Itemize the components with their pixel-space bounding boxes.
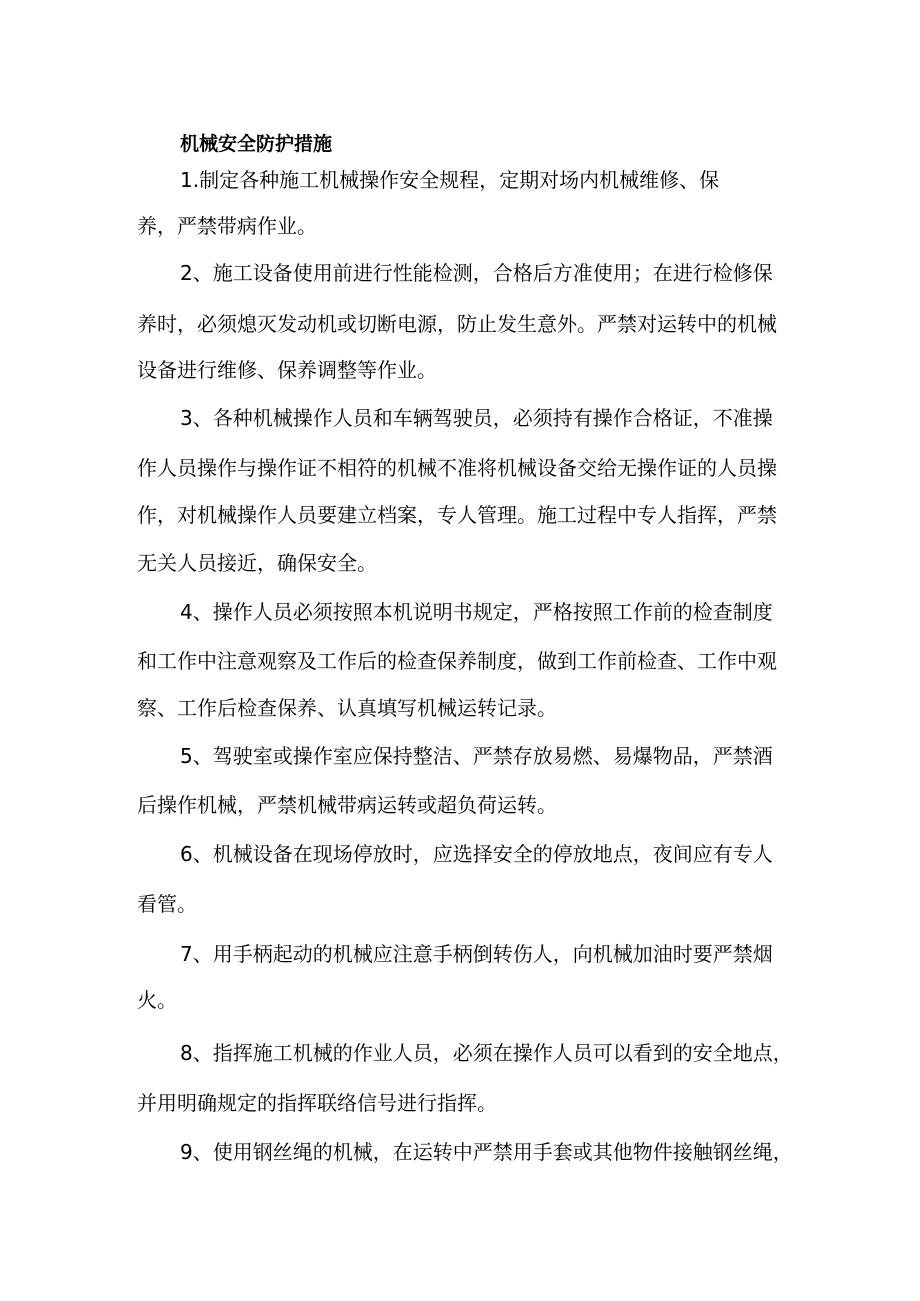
paragraph-line: 9、使用钢丝绳的机械，在运转中严禁用手套或其他物件接触钢丝绳， [180,1140,793,1164]
paragraph-line: 并用明确规定的指挥联络信号进行指挥。 [137,1091,497,1115]
paragraph-line: 1.制定各种施工机械操作安全规程，定期对场内机械维修、保 [180,168,720,192]
paragraph-line: 3、各种机械操作人员和车辆驾驶员，必须持有操作合格证，不准操 [180,406,773,430]
document-title: 机械安全防护措施 [180,133,333,155]
paragraph-line: 养，严禁带病作业。 [137,214,317,238]
paragraph-line: 看管。 [137,892,197,916]
paragraph-line: 8、指挥施工机械的作业人员，必须在操作人员可以看到的安全地点， [180,1041,793,1065]
paragraph-line: 5、驾驶室或操作室应保持整洁、严禁存放易燃、易爆物品，严禁酒 [180,744,773,768]
paragraph-line: 作，对机械操作人员要建立档案，专人管理。施工过程中专人指挥，严禁 [137,503,777,527]
paragraph-line: 后操作机械，严禁机械带病运转或超负荷运转。 [137,793,557,817]
paragraph-line: 4、操作人员必须按照本机说明书规定，严格按照工作前的检查制度 [180,600,773,624]
paragraph-line: 养时，必须熄灭发动机或切断电源，防止发生意外。严禁对运转中的机械 [137,312,777,336]
paragraph-line: 7、用手柄起动的机械应注意手柄倒转伤人，向机械加油时要严禁烟 [180,942,773,966]
paragraph-line: 6、机械设备在现场停放时，应选择安全的停放地点，夜间应有专人 [180,842,773,866]
paragraph-line: 作人员操作与操作证不相符的机械不准将机械设备交给无操作证的人员操 [137,456,777,480]
paragraph-line: 和工作中注意观察及工作后的检查保养制度，做到工作前检查、工作中观 [137,649,777,673]
paragraph-line: 无关人员接近，确保安全。 [137,551,377,575]
paragraph-line: 设备进行维修、保养调整等作业。 [137,358,437,382]
paragraph-line: 火。 [137,988,177,1012]
paragraph-line: 2、施工设备使用前进行性能检测，合格后方准使用；在进行检修保 [180,261,773,285]
paragraph-line: 察、工作后检查保养、认真填写机械运转记录。 [137,696,557,720]
